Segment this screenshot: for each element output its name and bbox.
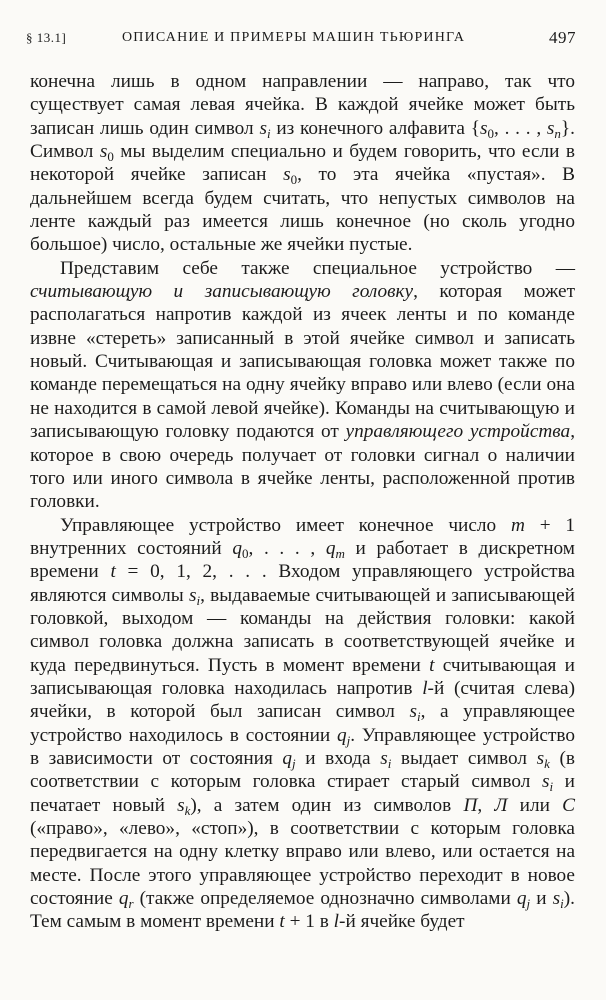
text-run: мы выделим специально и будем говорить, что если в некоторой ячейке записан (30, 141, 575, 186)
italic-text: s (177, 794, 185, 816)
italic-text: q (232, 537, 242, 559)
page-number: 497 (549, 28, 576, 47)
text-run: и работает в дискретном времени (30, 537, 576, 583)
subscript: i (387, 755, 392, 771)
text-run: или (507, 794, 563, 816)
text-run: , . . . , (494, 117, 547, 139)
text-run: выдает символ (391, 747, 537, 769)
subscript: 0 (241, 545, 249, 561)
paragraph (30, 514, 575, 934)
text-run: , (477, 794, 495, 816)
text-run: , а управляющее устройство находилось в состоянии (30, 701, 575, 746)
subscript: i (266, 125, 271, 141)
text-run: , которая может располагаться напротив каждой из ячеек ленты и по команде извне «стереть» записанный в этой ячейке символ и записать новый. Считывающая и записывающая головка может также по команде перемещаться на одну ячейку вправо или влево (если она не находится в самой левой ячейке). Команды на считывающую и записывающую головку подаются от (30, 281, 575, 443)
text-run: и входа (295, 747, 381, 769)
subscript: i (560, 896, 564, 912)
italic-text: l (422, 677, 428, 699)
italic-text: q (282, 747, 293, 769)
text-run: и (530, 888, 553, 910)
text-run: ). Тем самым в момент времени (30, 888, 575, 933)
subscript: i (416, 709, 421, 725)
italic-text: m (510, 514, 525, 536)
italic-text: s (541, 771, 550, 793)
italic-text: П (463, 794, 478, 816)
italic-text: Л (494, 794, 508, 816)
subscript: k (184, 802, 191, 818)
italic-text: считывающую и записывающую головку (30, 281, 414, 303)
text-run: («право», «лево», «стоп»), в соответствии с которым головка передвигается на одну клетку вправо или влево, или остается на месте. После этого управляющее устройство переходит в новое состояние (30, 818, 575, 910)
subscript: n (554, 125, 561, 141)
text-run: ), а затем один из символов (190, 794, 464, 816)
body-text (30, 70, 575, 934)
italic-text: s (480, 117, 488, 139)
text-run: (также определяемое однозначно символами (133, 888, 517, 910)
italic-text: t (429, 654, 435, 676)
italic-text: s (259, 117, 267, 139)
text-run: , выдаваемые считывающей и записывающей головкой, выходом — команды на действия головки: какой символ головка должна записать в соответствующей ячейке и куда передвинуться. Пусть в момент времени (30, 584, 575, 676)
subscript: 0 (107, 149, 114, 165)
text-run: считывающая и записывающая головка находилась напротив (30, 654, 575, 699)
section-marker: § 13.1] (26, 30, 67, 45)
text-run: из конечного алфавита { (270, 117, 480, 139)
italic-text: s (536, 747, 545, 769)
text-run: + 1 в (284, 911, 334, 933)
subscript: j (292, 755, 296, 771)
text-run: и печатает новый (30, 771, 576, 816)
italic-text: l (333, 911, 340, 933)
italic-text: t (279, 911, 285, 933)
italic-text: s (283, 164, 291, 186)
subscript: j (346, 732, 351, 748)
italic-text: s (552, 888, 561, 910)
text-run: Управляющее устройство имеет конечное число (60, 514, 511, 536)
italic-text: управляющего устройства (345, 421, 571, 443)
text-run: , то эта ячейка «пустая». В дальнейшем всегда будем считать, что непустых символов на ленте каждый раз имеется лишь конечное (но сколь угодно большое) число, остальные же ячейки пустые. (30, 164, 576, 256)
running-head (26, 28, 576, 54)
paragraph (30, 257, 575, 514)
italic-text: q (337, 724, 347, 746)
text-run: -й ячейке будет (339, 911, 465, 933)
italic-text: s (409, 701, 417, 723)
text-run: , которое в свою очередь получает от головки сигнал о наличии того или иного символа в ячейке ленты, расположенной против головки. (30, 421, 576, 513)
italic-text: q (325, 537, 336, 559)
text-run: (в соответствии с которым головка стирает старый символ (30, 747, 575, 793)
subscript: i (196, 592, 201, 608)
chapter-title: ОПИСАНИЕ И ПРИМЕРЫ МАШИН ТЬЮРИНГА (122, 30, 466, 45)
subscript: 0 (487, 125, 495, 141)
text-run: . Управляющее устройство в зависимости от состояния (30, 724, 575, 769)
subscript: m (335, 545, 345, 561)
subscript: r (128, 896, 134, 912)
italic-text: s (99, 141, 108, 163)
text-run: = 0, 1, 2, . . . Входом управляющего устройства являются символы (30, 561, 575, 606)
subscript: j (526, 896, 531, 912)
subscript: 0 (290, 172, 298, 188)
italic-text: q (516, 888, 527, 910)
italic-text: q (118, 888, 129, 910)
italic-text: s (188, 584, 197, 606)
text-run: + 1 внутренних состояний (30, 514, 575, 559)
text-run: }. Символ (30, 117, 575, 163)
text-run: -й (считая слева) ячейки, в которой был записан символ (30, 677, 575, 723)
italic-text: s (546, 117, 555, 139)
subscript: k (544, 755, 550, 771)
text-run: , . . . , (248, 537, 326, 559)
italic-text: s (380, 747, 388, 769)
paragraph (30, 70, 575, 257)
subscript: i (549, 779, 554, 795)
text-run: конечна лишь в одном направлении — направо, так что существует самая левая ячейка. В каждой ячейке может быть записан лишь один символ (30, 71, 575, 139)
text-run: Представим себе также специальное устройство — (60, 257, 575, 279)
italic-text: С (562, 794, 575, 816)
italic-text: t (110, 561, 116, 583)
